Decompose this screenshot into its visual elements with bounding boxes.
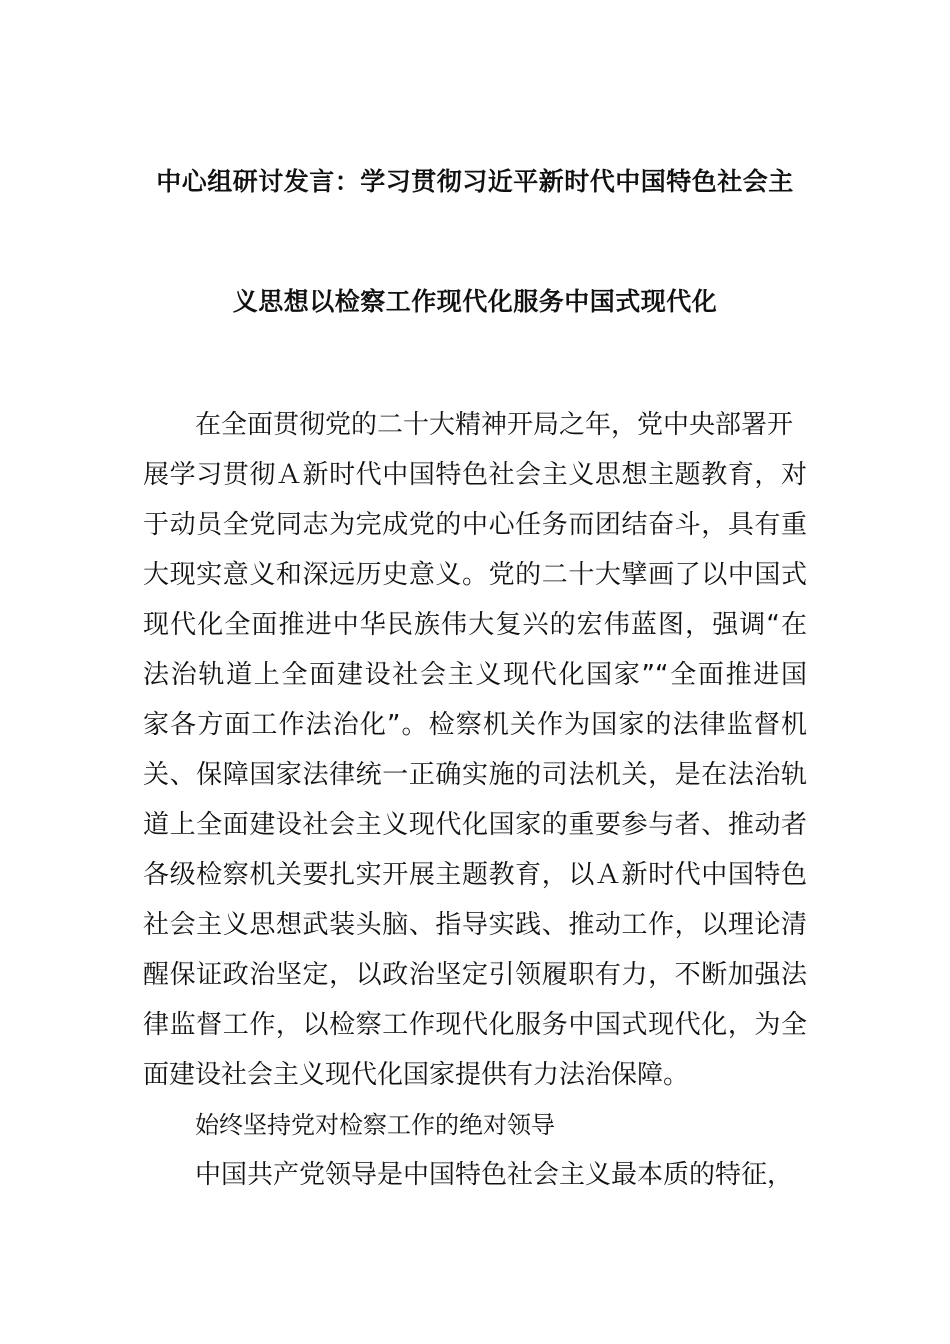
paragraph-1-line: 各级检察机关要扎实开展主题教育，以Ａ新时代中国特色 (143, 860, 807, 890)
paragraph-1-line: 律监督工作，以检察工作现代化服务中国式现代化，为全 (143, 1010, 807, 1040)
paragraph-1-line: 家各方面工作法治化”。检察机关作为国家的法律监督机 (143, 710, 807, 740)
paragraph-2-line: 中国共产党领导是中国特色社会主义最本质的特征， (195, 1160, 794, 1190)
paragraph-1-line: 展学习贯彻Ａ新时代中国特色社会主义思想主题教育，对 (143, 460, 807, 490)
paragraph-1-line: 法治轨道上全面建设社会主义现代化国家”“全面推进国 (143, 660, 807, 690)
paragraph-1-line: 大现实意义和深远历史意义。党的二十大擘画了以中国式 (143, 560, 807, 590)
paragraph-1-line: 关、保障国家法律统一正确实施的司法机关，是在法治轨 (143, 760, 807, 790)
paragraph-1-line: 社会主义思想武装头脑、指导实践、推动工作，以理论清 (143, 910, 807, 940)
paragraph-1-line: 于动员全党同志为完成党的中心任务而团结奋斗，具有重 (143, 510, 807, 540)
paragraph-1-line: 现代化全面推进中华民族伟大复兴的宏伟蓝图，强调“在 (143, 610, 807, 640)
paragraph-1-line: 醒保证政治坚定，以政治坚定引领履职有力，不断加强法 (143, 960, 807, 990)
document-title-line-2: 义思想以检察工作现代化服务中国式现代化 (232, 287, 718, 316)
section-heading: 始终坚持党对检察工作的绝对领导 (195, 1111, 555, 1139)
document-title-line-1: 中心组研讨发言：学习贯彻习近平新时代中国特色社会主 (156, 167, 794, 196)
document-body (143, 400, 807, 1200)
paragraph-1-line: 面建设社会主义现代化国家提供有力法治保障。 (143, 1060, 690, 1090)
paragraph-1-line: 道上全面建设社会主义现代化国家的重要参与者、推动者 (143, 810, 807, 840)
paragraph-1-line: 在全面贯彻党的二十大精神开局之年，党中央部署开 (195, 410, 794, 440)
